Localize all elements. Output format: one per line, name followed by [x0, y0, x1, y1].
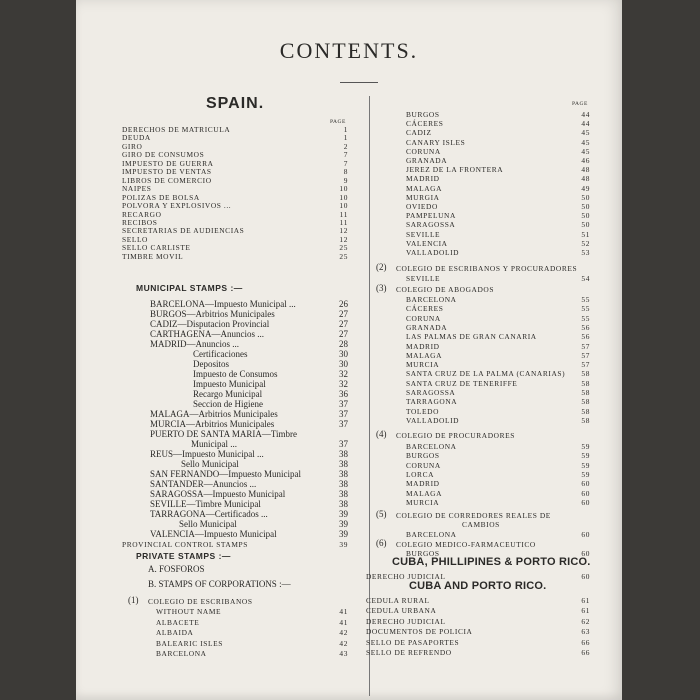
- entry-page-number: 41: [339, 617, 348, 627]
- city-entry: [406, 248, 590, 257]
- private-stamps-heading: PRIVATE STAMPS :—: [136, 551, 231, 561]
- entry-label: REUS—Impuesto Municipal ...: [150, 449, 264, 459]
- entry-label: TARRAGONA: [406, 397, 458, 407]
- entry-page-number: 43: [339, 649, 348, 659]
- entry-label: CEDULA RURAL: [366, 596, 430, 605]
- entry-page-number: 25: [339, 251, 348, 261]
- entry-page-number: 32: [339, 379, 348, 389]
- city-entry: [406, 415, 590, 425]
- page-column-header-right: PAGE: [572, 101, 588, 107]
- municipal-entry: [150, 479, 348, 489]
- municipal-entry: [193, 359, 348, 369]
- entry-page-number: 30: [339, 359, 348, 369]
- entry-label: DERECHO JUDICIAL: [366, 572, 446, 581]
- entry-label: TARRAGONA—Certificados ...: [150, 509, 268, 519]
- municipal-entry: [181, 459, 348, 469]
- entry-page-number: 50: [581, 220, 590, 230]
- city-entry: [406, 110, 590, 119]
- entry-page-number: 56: [581, 332, 590, 342]
- entry-label: RECARGO: [122, 209, 162, 219]
- entry-page-number: 37: [339, 399, 348, 409]
- colegio-entry: [156, 649, 348, 659]
- c2-number: (2): [376, 262, 387, 272]
- entry-label: Municipal ...: [191, 439, 237, 449]
- toc-entry: [122, 251, 348, 261]
- entry-page-number: 50: [581, 211, 590, 221]
- entry-page-number: 11: [339, 217, 348, 227]
- municipal-entry: [150, 430, 297, 439]
- entry-label: Sello Municipal: [179, 519, 237, 529]
- entry-page-number: 25: [339, 243, 348, 253]
- entry-page-number: 60: [581, 572, 590, 581]
- entry-page-number: 38: [339, 469, 348, 479]
- entry-label: BURGOS: [406, 110, 440, 119]
- entry-page-number: 55: [581, 295, 590, 304]
- entry-label: BURGOS—Arbitrios Municipales: [150, 309, 275, 319]
- city-entry: [406, 220, 590, 230]
- private-a: A. FOSFOROS: [148, 564, 205, 574]
- entry-label: OVIEDO: [406, 202, 438, 211]
- entry-label: JEREZ DE LA FRONTERA: [406, 165, 504, 175]
- entry-page-number: 57: [581, 341, 590, 351]
- entry-page-number: 48: [581, 165, 590, 175]
- entry-label: CADIZ: [406, 128, 432, 138]
- municipal-entry: [193, 369, 348, 379]
- city-entry: [406, 238, 590, 248]
- city-entry: [406, 174, 590, 184]
- entry-label: NAIPES: [122, 184, 152, 194]
- entry-label: ALBACETE: [156, 617, 200, 627]
- entry-label: SARAGOSSA—Impuesto Municipal: [150, 489, 286, 499]
- entry-label: SEVILLE—Timbre Municipal: [150, 499, 261, 509]
- entry-page-number: 9: [343, 175, 348, 185]
- city-entry: [406, 451, 590, 461]
- entry-label: Depositos: [193, 359, 229, 369]
- municipal-entry: [150, 309, 348, 319]
- private-b: B. STAMPS OF CORPORATIONS :—: [148, 579, 291, 589]
- entry-page-number: 27: [339, 309, 348, 319]
- c5-label: COLEGIO DE CORREDORES REALES DE: [396, 511, 551, 520]
- city-entry: [406, 137, 590, 147]
- entry-label: POLVORA Y EXPLOSIVOS ...: [122, 201, 232, 211]
- entry-page-number: 44: [581, 110, 590, 119]
- entry-label: SANTA CRUZ DE TENERIFFE: [406, 378, 518, 388]
- municipal-stamps-heading: MUNICIPAL STAMPS :—: [136, 283, 243, 293]
- entry-label: DEUDA: [122, 133, 151, 143]
- entry-label: CÁCERES: [406, 119, 444, 129]
- entry-page-number: 55: [581, 313, 590, 323]
- provincial-entry: [122, 540, 348, 549]
- entry-page-number: 55: [581, 304, 590, 314]
- entry-label: MADRID: [406, 174, 440, 184]
- entry-label: MURCIA—Arbitrios Municipales: [150, 419, 275, 429]
- entry-label: LORCA: [406, 469, 435, 479]
- entry-page-number: 63: [581, 627, 590, 637]
- entry-page-number: 10: [339, 192, 348, 202]
- entry-label: SELLO DE REFRENDO: [366, 648, 452, 657]
- city-entry: [406, 304, 590, 314]
- cuba-entry: [366, 648, 590, 657]
- municipal-entry: [191, 439, 348, 449]
- entry-page-number: 56: [581, 322, 590, 332]
- city-entry: [406, 460, 590, 470]
- colegio-entry: [156, 607, 348, 616]
- municipal-entry: [150, 419, 348, 429]
- entry-label: GIRO: [122, 141, 143, 151]
- entry-label: MALAGA: [406, 488, 443, 498]
- entry-label: TIMBRE MOVIL: [122, 251, 184, 261]
- entry-label: Certificaciones: [193, 349, 248, 359]
- entry-label: CORUNA: [406, 313, 441, 323]
- entry-label: CEDULA URBANA: [366, 606, 437, 616]
- entry-page-number: 39: [339, 540, 348, 549]
- c4-number: (4): [376, 429, 387, 439]
- municipal-entry: [150, 299, 348, 309]
- entry-page-number: 1: [343, 125, 348, 134]
- entry-page-number: 37: [339, 439, 348, 449]
- cuba-entry: [366, 606, 590, 616]
- entry-label: SEVILLE: [406, 229, 441, 239]
- entry-label: SARAGOSSA: [406, 220, 456, 230]
- c3-number: (3): [376, 283, 387, 293]
- entry-page-number: 36: [339, 389, 348, 399]
- entry-label: GIRO DE CONSUMOS: [122, 150, 205, 160]
- entry-label: Impuesto Municipal: [193, 379, 266, 389]
- city-entry: [406, 183, 590, 193]
- entry-page-number: 27: [339, 329, 348, 339]
- entry-label: LAS PALMAS DE GRAN CANARIA: [406, 332, 537, 342]
- entry-label: BARCELONA—Impuesto Municipal ...: [150, 299, 296, 309]
- city-entry: [406, 369, 590, 379]
- city-entry: [406, 406, 590, 416]
- entry-label: PROVINCIAL CONTROL STAMPS: [122, 540, 248, 549]
- municipal-entry: [150, 409, 348, 419]
- entry-page-number: 60: [581, 497, 590, 507]
- entry-page-number: 62: [581, 616, 590, 626]
- entry-page-number: 57: [581, 350, 590, 360]
- entry-page-number: 7: [343, 158, 348, 168]
- colegio-entry: [156, 628, 348, 638]
- entry-label: BARCELONA: [406, 295, 457, 304]
- municipal-entry: [193, 379, 348, 389]
- entry-page-number: 48: [581, 174, 590, 184]
- cuba-entry: [366, 616, 590, 626]
- municipal-entry: [193, 389, 348, 399]
- entry-label: DERECHO JUDICIAL: [366, 616, 446, 626]
- entry-page-number: 61: [581, 596, 590, 605]
- entry-label: MADRID: [406, 479, 440, 489]
- page-title: CONTENTS.: [279, 38, 419, 63]
- entry-label: PUERTO DE SANTA MARIA—Timbre: [150, 429, 298, 439]
- entry-page-number: 52: [581, 238, 590, 248]
- c3-label: COLEGIO DE ABOGADOS: [396, 285, 495, 294]
- entry-page-number: 10: [339, 201, 348, 211]
- entry-page-number: 58: [581, 388, 590, 397]
- municipal-entry: [193, 399, 348, 409]
- entry-page-number: 42: [339, 638, 348, 648]
- entry-label: MADRID: [406, 341, 440, 351]
- entry-label: CANARY ISLES: [406, 137, 466, 147]
- entry-page-number: 32: [339, 369, 348, 379]
- entry-label: SARAGOSSA: [406, 388, 456, 397]
- entry-label: ALBAIDA: [156, 628, 194, 638]
- entry-label: SELLO CARLISTE: [122, 243, 191, 253]
- entry-label: SECRETARIAS DE AUDIENCIAS: [122, 226, 245, 236]
- entry-page-number: 59: [581, 469, 590, 479]
- section-heading-spain: SPAIN.: [206, 95, 265, 112]
- entry-label: DERECHOS DE MATRICULA: [122, 125, 231, 134]
- entry-label: POLIZAS DE BOLSA: [122, 192, 200, 202]
- entry-page-number: 54: [581, 274, 590, 283]
- entry-label: WITHOUT NAME: [156, 607, 222, 616]
- entry-label: MALAGA: [406, 350, 443, 360]
- entry-page-number: 1: [343, 133, 348, 143]
- city-entry: [406, 397, 590, 407]
- entry-page-number: 11: [339, 209, 348, 219]
- entry-page-number: 49: [581, 183, 590, 193]
- c6-label: COLEGIO MEDICO-FARMACEUTICO: [396, 540, 536, 549]
- cuba-phillipines-heading: CUBA, PHILLIPINES & PORTO RICO.: [392, 556, 591, 568]
- entry-page-number: 27: [339, 319, 348, 329]
- municipal-entry: [150, 449, 348, 459]
- entry-page-number: 38: [339, 499, 348, 509]
- entry-page-number: 42: [339, 628, 348, 638]
- city-entry: [406, 350, 590, 360]
- entry-label: SELLO DE PASAPORTES: [366, 637, 460, 647]
- entry-label: MURCIA: [406, 497, 440, 507]
- entry-label: BALEARIC ISLES: [156, 638, 223, 648]
- c2-label: COLEGIO DE ESCRIBANOS Y PROCURADORES: [396, 264, 578, 273]
- city-entry: [406, 442, 590, 451]
- entry-label: CORUNA: [406, 460, 441, 470]
- colegio1-label: COLEGIO DE ESCRIBANOS: [148, 597, 253, 606]
- entry-label: MADRID—Anuncios ...: [150, 339, 239, 349]
- entry-label: VALLADOLID: [406, 415, 460, 425]
- entry-page-number: 45: [581, 137, 590, 147]
- entry-page-number: 44: [581, 119, 590, 129]
- entry-page-number: 59: [581, 460, 590, 470]
- city-entry: [406, 388, 590, 397]
- cuba-entry: [366, 627, 590, 637]
- entry-page-number: 38: [339, 479, 348, 489]
- entry-page-number: 57: [581, 360, 590, 370]
- entry-label: GRANADA: [406, 322, 448, 332]
- entry-label: IMPUESTO DE GUERRA: [122, 158, 214, 168]
- city-entry: [406, 479, 590, 489]
- city-entry: [406, 119, 590, 129]
- entry-label: SEVILLE: [406, 274, 441, 283]
- city-entry: [406, 469, 590, 479]
- entry-page-number: 51: [581, 229, 590, 239]
- entry-label: RECIBOS: [122, 217, 158, 227]
- entry-page-number: 59: [581, 451, 590, 461]
- entry-label: CADIZ—Disputacion Provincial: [150, 319, 270, 329]
- entry-page-number: 37: [339, 419, 348, 429]
- city-entry: [406, 202, 590, 211]
- entry-label: VALENCIA: [406, 238, 448, 248]
- entry-page-number: 60: [581, 488, 590, 498]
- entry-label: DOCUMENTOS DE POLICIA: [366, 627, 473, 637]
- entry-page-number: 12: [339, 234, 348, 244]
- entry-page-number: 7: [343, 150, 348, 160]
- city-entry: [406, 322, 590, 332]
- entry-page-number: 38: [339, 459, 348, 469]
- entry-label: TOLEDO: [406, 406, 440, 416]
- entry-label: MURGIA: [406, 192, 440, 202]
- entry-label: CARTHAGENA—Anuncios ...: [150, 329, 264, 339]
- municipal-entry: [150, 329, 348, 339]
- colegio-entry: [156, 617, 348, 627]
- entry-label: BARCELONA: [406, 442, 457, 451]
- entry-page-number: 30: [339, 349, 348, 359]
- city-entry: [406, 128, 590, 138]
- municipal-entry: [150, 489, 348, 499]
- entry-label: GRANADA: [406, 156, 448, 165]
- entry-page-number: 38: [339, 489, 348, 499]
- city-entry: [406, 530, 590, 539]
- city-entry: [406, 313, 590, 323]
- entry-label: VALLADOLID: [406, 248, 460, 257]
- entry-label: CORUNA: [406, 146, 441, 156]
- city-entry: [406, 295, 590, 304]
- entry-label: IMPUESTO DE VENTAS: [122, 167, 212, 177]
- cuba-entry: [366, 637, 590, 647]
- entry-label: LIBROS DE COMERCIO: [122, 175, 212, 185]
- entry-page-number: 53: [581, 248, 590, 257]
- entry-label: PAMPELUNA: [406, 211, 456, 221]
- municipal-entry: [193, 349, 348, 359]
- entry-page-number: 58: [581, 397, 590, 407]
- entry-page-number: 60: [581, 479, 590, 489]
- entry-label: VALENCIA—Impuesto Municipal: [150, 529, 277, 539]
- entry-label: SANTANDER—Anuncios ...: [150, 479, 257, 489]
- entry-page-number: 66: [581, 637, 590, 647]
- cuba-entry: [366, 596, 590, 605]
- city-entry: [406, 156, 590, 165]
- entry-page-number: 60: [581, 549, 590, 558]
- city-entry: [406, 165, 590, 175]
- entry-label: BARCELONA: [406, 530, 457, 539]
- entry-page-number: 60: [581, 530, 590, 539]
- entry-label: Seccion de Higiene: [193, 399, 263, 409]
- entry-label: MURCIA: [406, 360, 440, 370]
- entry-page-number: 46: [581, 156, 590, 165]
- city-entry: [406, 274, 590, 283]
- city-entry: [406, 332, 590, 342]
- entry-label: BARCELONA: [156, 649, 207, 659]
- entry-page-number: 66: [581, 648, 590, 657]
- city-entry: [406, 211, 590, 221]
- city-entry: [406, 192, 590, 202]
- municipal-entry: [150, 319, 348, 329]
- entry-page-number: 58: [581, 369, 590, 379]
- entry-page-number: 2: [343, 141, 348, 151]
- colegio1-number: (1): [128, 595, 139, 605]
- city-entry: [406, 488, 590, 498]
- city-entry: [406, 146, 590, 156]
- city-entry: [406, 341, 590, 351]
- cuba-porto-rico-heading: CUBA AND PORTO RICO.: [409, 580, 547, 592]
- entry-page-number: 26: [339, 299, 348, 309]
- c6-number: (6): [376, 538, 387, 548]
- entry-page-number: 58: [581, 415, 590, 425]
- entry-label: MALAGA: [406, 183, 443, 193]
- colegio-entry: [156, 638, 348, 648]
- city-entry: [406, 229, 590, 239]
- entry-label: SANTA CRUZ DE LA PALMA (CANARIAS): [406, 369, 566, 379]
- municipal-entry: [179, 519, 348, 529]
- entry-page-number: 45: [581, 146, 590, 156]
- entry-label: SAN FERNANDO—Impuesto Municipal: [150, 469, 301, 479]
- city-entry: [406, 360, 590, 370]
- entry-label: MALAGA—Arbitrios Municipales: [150, 409, 278, 419]
- entry-page-number: 41: [339, 607, 348, 616]
- municipal-entry: [150, 529, 348, 539]
- entry-page-number: 45: [581, 128, 590, 138]
- entry-page-number: 12: [339, 226, 348, 236]
- entry-page-number: 39: [339, 519, 348, 529]
- entry-label: CÁCERES: [406, 304, 444, 314]
- entry-label: BURGOS: [406, 549, 440, 558]
- city-entry: [406, 497, 590, 507]
- entry-page-number: 37: [339, 409, 348, 419]
- c4-label: COLEGIO DE PROCURADORES: [396, 431, 515, 440]
- entry-label: Impuesto de Consumos: [193, 369, 278, 379]
- entry-page-number: 39: [339, 529, 348, 539]
- title-rule: [340, 82, 378, 83]
- entry-page-number: 61: [581, 606, 590, 616]
- entry-label: Recargo Municipal: [193, 389, 263, 399]
- entry-page-number: 50: [581, 192, 590, 202]
- entry-page-number: 39: [339, 509, 348, 519]
- municipal-entry: [150, 469, 348, 479]
- entry-page-number: 10: [339, 184, 348, 194]
- c5-label-cont: CAMBIOS: [462, 520, 500, 529]
- entry-page-number: 58: [581, 406, 590, 416]
- entry-page-number: 58: [581, 378, 590, 388]
- entry-page-number: 8: [343, 167, 348, 177]
- entry-page-number: 50: [581, 202, 590, 211]
- entry-label: Sello Municipal: [181, 459, 239, 469]
- municipal-entry: [150, 339, 348, 349]
- c5-number: (5): [376, 509, 387, 519]
- city-entry: [406, 378, 590, 388]
- entry-page-number: 28: [339, 339, 348, 349]
- document-page: [76, 0, 622, 700]
- entry-label: SELLO: [122, 234, 148, 244]
- municipal-entry: [150, 499, 348, 509]
- municipal-entry: [150, 509, 348, 519]
- page-column-header-left: PAGE: [330, 119, 346, 125]
- entry-label: BURGOS: [406, 451, 440, 461]
- entry-page-number: 59: [581, 442, 590, 451]
- entry-page-number: 38: [339, 449, 348, 459]
